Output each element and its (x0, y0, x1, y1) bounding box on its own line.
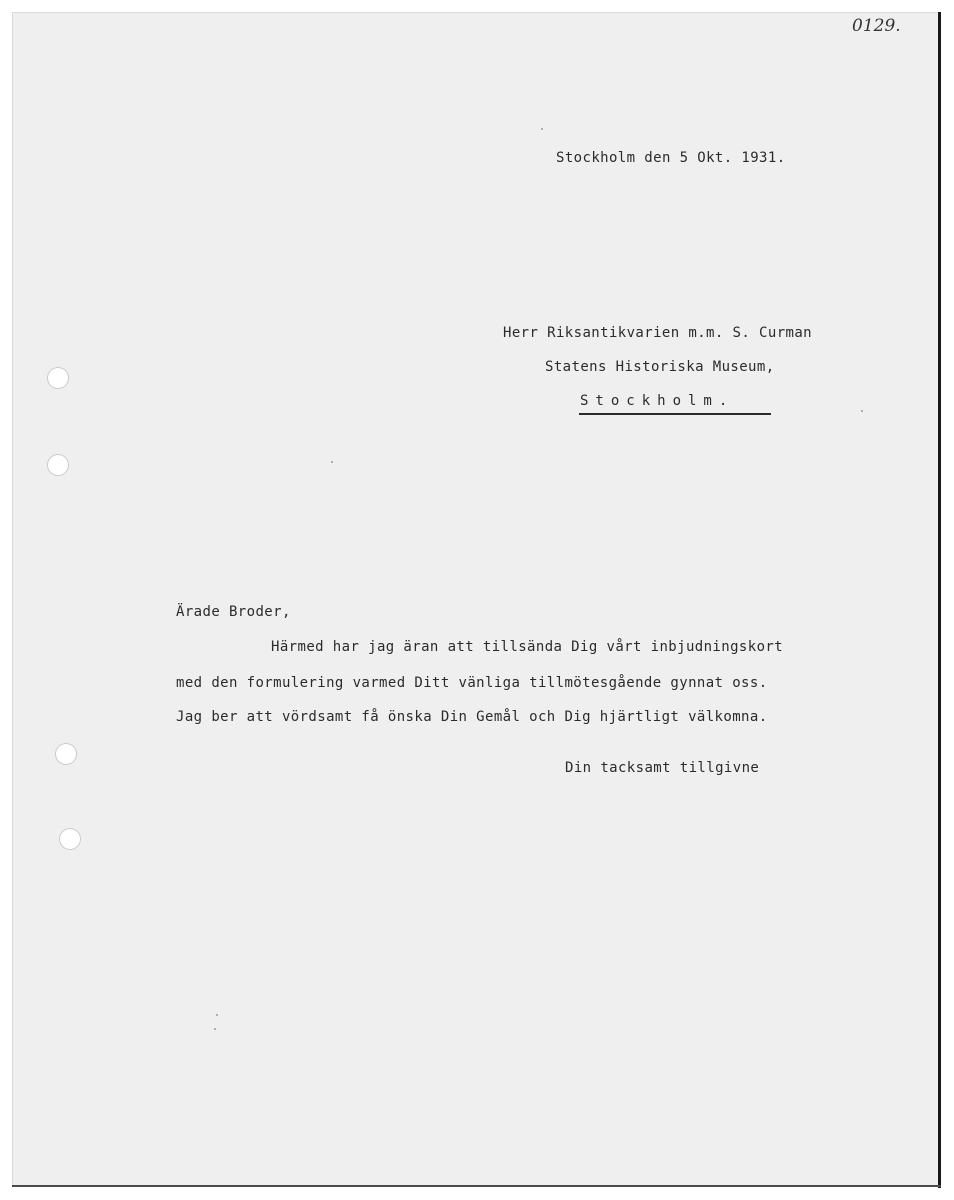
paper-speck (541, 128, 543, 130)
recipient-city-punct: . (718, 393, 728, 409)
city-underline (579, 413, 771, 415)
punch-hole (55, 743, 77, 765)
paper-speck (331, 461, 333, 463)
punch-hole (59, 828, 81, 850)
paper-speck (861, 410, 863, 412)
punch-hole (47, 454, 69, 476)
scan-edge-right (938, 12, 941, 1188)
archive-number: 0129. (852, 16, 901, 36)
recipient-institution-line: Statens Historiska Museum, (545, 359, 775, 375)
recipient-city-line (580, 393, 728, 409)
body-line-2: med den formulering varmed Ditt vänliga tillmötesgående gynnat oss. (176, 675, 768, 691)
letter-page (12, 12, 940, 1186)
paper-speck (216, 1014, 218, 1016)
body-line-1: Härmed har jag äran att tillsända Dig vårt inbjudningskort (271, 639, 784, 655)
date-line: Stockholm den 5 Okt. 1931. (556, 150, 786, 166)
paper-speck (214, 1028, 216, 1030)
body-line-3: Jag ber att vördsamt få önska Din Gemål och Dig hjärtligt välkomna. (176, 709, 768, 725)
punch-hole (47, 367, 69, 389)
salutation: Ärade Broder, (176, 604, 291, 620)
scan-edge-bottom (12, 1185, 941, 1187)
recipient-name-line: Herr Riksantikvarien m.m. S. Curman (503, 325, 813, 341)
recipient-city: Stockholm (580, 393, 719, 409)
closing-line: Din tacksamt tillgivne (565, 760, 760, 776)
